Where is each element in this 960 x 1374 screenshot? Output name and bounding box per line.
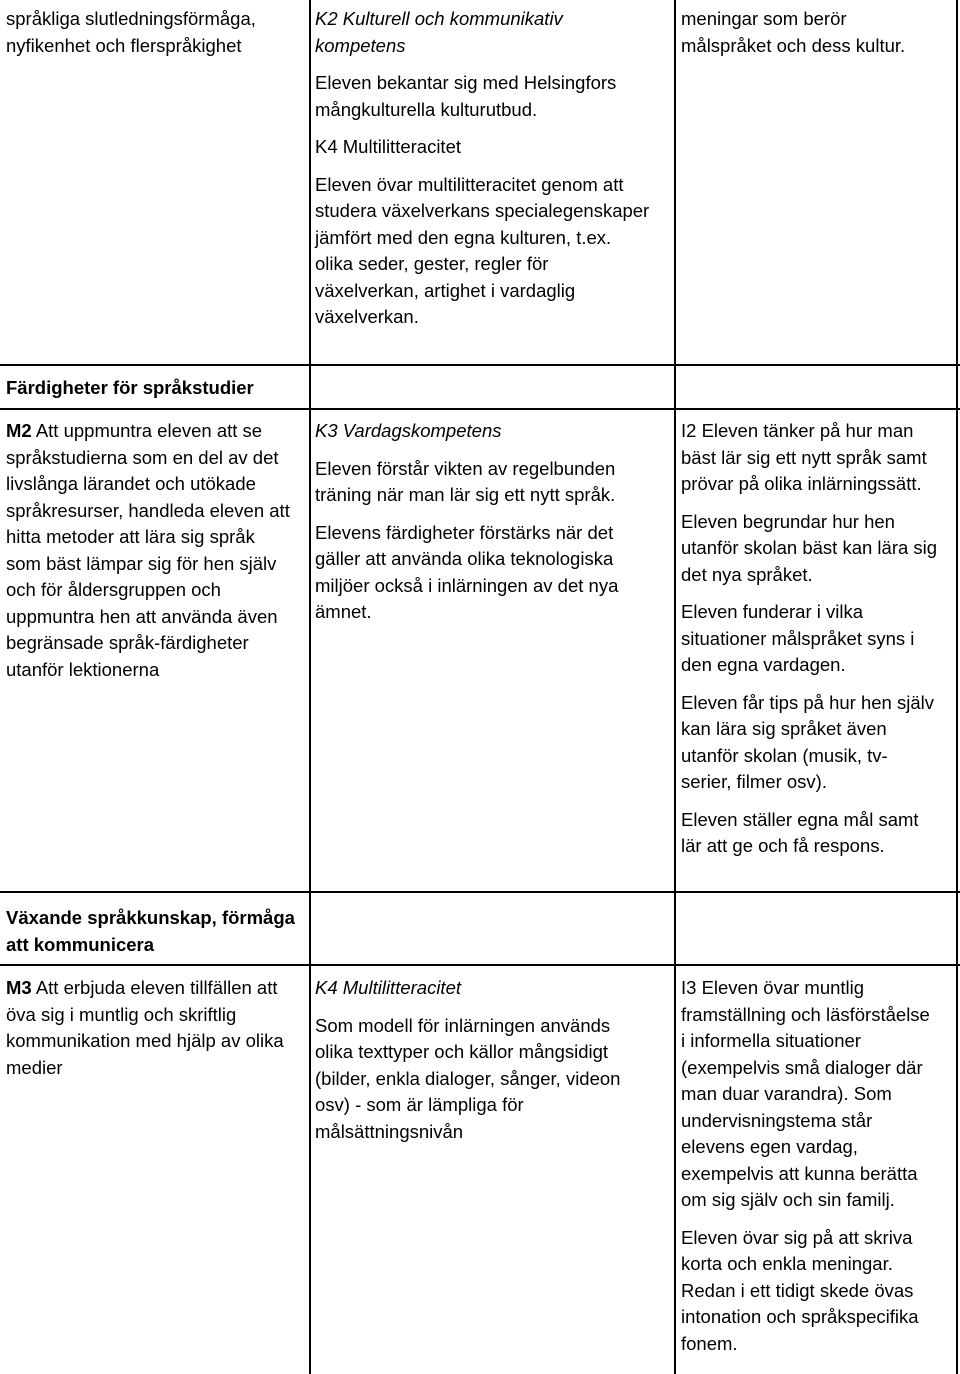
- goal-code: M3: [6, 977, 32, 998]
- text-line: målspråket och dess kultur.: [681, 34, 906, 56]
- text-line: öva sig i muntlig och skriftlig: [6, 1003, 237, 1025]
- text-line: man duar varandra). Som: [681, 1083, 892, 1104]
- text-line: uppmuntra hen att använda även: [6, 605, 278, 627]
- text-line: elevens egen vardag,: [681, 1136, 858, 1157]
- text-line: utanför skolan (musik, tv-: [681, 744, 888, 766]
- content-heading: K2 Kulturell och kommunikativ: [315, 8, 563, 29]
- row2-bottom-border: [0, 891, 960, 893]
- text-line: språkstudierna som en del av det: [6, 446, 279, 468]
- text-line: exempelvis att kunna berätta: [681, 1162, 918, 1184]
- text-line: situationer målspråket syns i: [681, 627, 915, 649]
- text-line: Eleven får tips på hur hen själv: [681, 691, 934, 713]
- text-line: osv) - som är lämpliga för: [315, 1094, 524, 1115]
- row2-content-cell: [315, 418, 618, 626]
- text-line: nyfikenhet och flerspråkighet: [6, 34, 242, 56]
- row3-content-cell: [315, 975, 620, 1145]
- text-line: lär att ge och få respons.: [681, 835, 885, 856]
- text-line: den egna vardagen.: [681, 654, 846, 675]
- section1-bottom-border: [0, 408, 960, 410]
- text-line: prövar på olika inlärningssätt.: [681, 473, 922, 494]
- text-line: Eleven övar multilitteracitet genom att: [315, 173, 624, 195]
- text-line: växelverkan.: [315, 306, 419, 327]
- text-line: Elevens färdigheter förstärks när det: [315, 521, 614, 543]
- text-line: Eleven förstår vikten av regelbunden: [315, 457, 616, 479]
- text-line: begränsade språk-färdigheter: [6, 632, 249, 653]
- text-line: kan lära sig språket även: [681, 718, 887, 739]
- text-line: livslånga lärandet och utökade: [6, 473, 256, 494]
- text-line: framställning och läsförståelse: [681, 1003, 930, 1025]
- text-line: språkresurser, handleda eleven att: [6, 499, 290, 521]
- text-line: Eleven funderar i vilka: [681, 601, 864, 622]
- text-line: meningar som berör: [681, 8, 847, 29]
- section-heading-language-study-skills: Färdigheter för språkstudier: [6, 377, 254, 398]
- text-line: Eleven ställer egna mål samt: [681, 808, 919, 830]
- column-divider-2: [674, 0, 676, 1374]
- row1-bottom-border: [0, 364, 960, 366]
- text-line: miljöer också i inlärningen av det nya: [315, 574, 619, 596]
- text-line: intonation och språkspecifika: [681, 1306, 919, 1327]
- text-line: bäst lär sig ett nytt språk samt: [681, 446, 927, 468]
- text-line: träning när man lär sig ett nytt språk.: [315, 484, 616, 505]
- row1-content-cell: [315, 6, 649, 331]
- content-heading: K3 Vardagskompetens: [315, 420, 502, 441]
- column-divider-1: [309, 0, 311, 1374]
- content-heading: K4 Multilitteracitet: [315, 977, 461, 998]
- text-line: utanför lektionerna: [6, 658, 160, 680]
- row2-goal-cell: M2 Att uppmuntra eleven att se språkstudierna som en del av det livslånga lärandet och utökade språkresurser, handleda eleven att hitta metoder att lära sig språk som bäst lämpar sig för hen själv och för åldersgruppen och uppmuntra hen att använda även begränsade språk-färdigheter utanför lektionerna: [6, 418, 290, 683]
- text-line: olika texttyper och källor mångsidigt: [315, 1041, 609, 1062]
- text-line: hitta metoder att lära sig språk: [6, 526, 255, 547]
- content-heading: kompetens: [315, 34, 406, 56]
- text-line: (exempelvis små dialoger där: [681, 1056, 923, 1078]
- text-line: kommunikation med hjälp av olika: [6, 1030, 284, 1051]
- row2-assessment-cell: [681, 418, 937, 860]
- text-line: och för åldersgruppen och: [6, 579, 221, 600]
- text-line: växelverkan, artighet i vardaglig: [315, 279, 576, 301]
- text-line: I2 Eleven tänker på hur man: [681, 420, 914, 441]
- text-line: fonem.: [681, 1332, 738, 1354]
- table-right-border: [956, 0, 958, 1374]
- row1-goal-cell: [6, 6, 256, 59]
- text-line: Som modell för inlärningen används: [315, 1014, 611, 1036]
- text-line: I3 Eleven övar muntlig: [681, 977, 865, 998]
- text-line: i informella situationer: [681, 1030, 861, 1051]
- row3-assessment-cell: [681, 975, 930, 1357]
- text-line: målsättningsnivån: [315, 1120, 464, 1142]
- text-line: Eleven begrundar hur hen: [681, 510, 895, 532]
- text-line: Eleven bekantar sig med Helsingfors: [315, 72, 617, 93]
- text-line: serier, filmer osv).: [681, 771, 827, 792]
- row1-assessment-cell: [681, 6, 905, 59]
- text-line: gäller att använda olika teknologiska: [315, 548, 614, 569]
- goal-code: M2: [6, 420, 32, 441]
- text-line: det nya språket.: [681, 563, 813, 585]
- text-line: (bilder, enkla dialoger, sånger, videon: [315, 1067, 621, 1089]
- text-line: som bäst lämpar sig för hen själv: [6, 552, 277, 574]
- text-line: mångkulturella kulturutbud.: [315, 98, 538, 120]
- text-line: ämnet.: [315, 601, 372, 622]
- text-line: om sig själv och sin familj.: [681, 1189, 895, 1210]
- section-heading-growing-language-skills: Växande språkkunskap, förmåga att kommunicera: [6, 907, 295, 955]
- text-line: Redan i ett tidigt skede övas: [681, 1279, 914, 1301]
- text-line: undervisningstema står: [681, 1109, 873, 1131]
- text-line: utanför skolan bäst kan lära sig: [681, 537, 938, 558]
- row3-goal-cell: M3 Att erbjuda eleven tillfällen att öva sig i muntlig och skriftlig kommunikation med hjälp av olika medier: [6, 975, 284, 1081]
- text-line: språkliga slutledningsförmåga,: [6, 8, 256, 29]
- text-line: korta och enkla meningar.: [681, 1253, 893, 1274]
- section2-bottom-border: [0, 964, 960, 966]
- text-line: olika seder, gester, regler för: [315, 253, 549, 274]
- text-line: Eleven övar sig på att skriva: [681, 1226, 913, 1248]
- text-line: jämfört med den egna kulturen, t.ex.: [315, 226, 612, 248]
- content-heading: K4 Multilitteracitet: [315, 136, 461, 157]
- text-line: studera växelverkans specialegenskaper: [315, 200, 650, 221]
- text-line: medier: [6, 1056, 63, 1078]
